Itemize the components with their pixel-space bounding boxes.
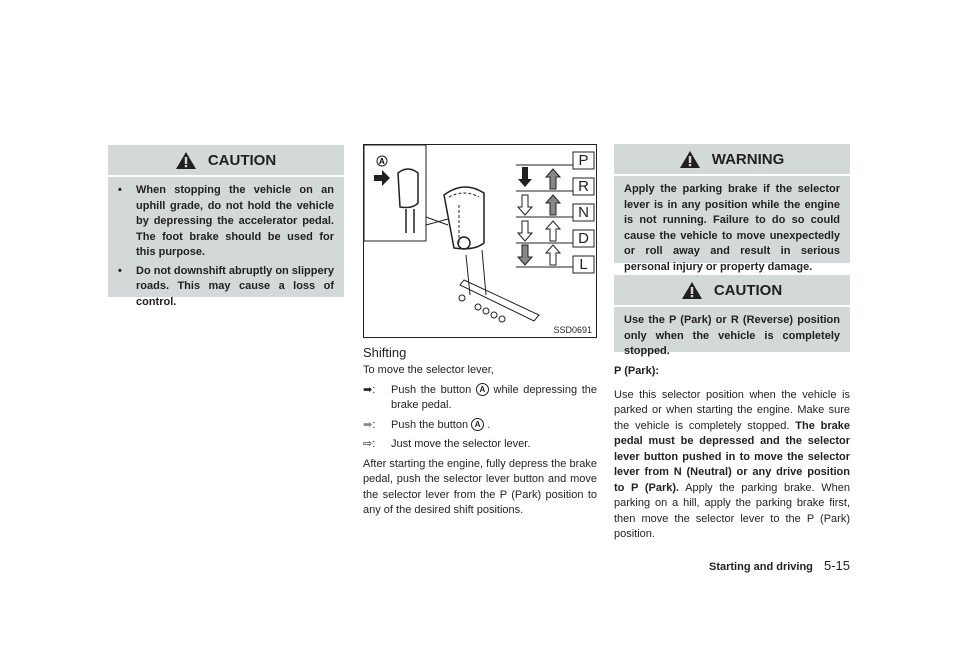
button-a-icon: A — [471, 418, 484, 431]
shifting-paragraph: After starting the engine, fully depress the brake pedal, push the selector lever button and move the selector lever from the P (Park) position to any of the desired shift positions. — [363, 457, 597, 516]
caution-item: When stopping the vehicle on an uphill grade, do not hold the vehicle by depressing the accelerator pedal. The foot brake should be used for this purpose. — [136, 184, 334, 258]
park-bold-text: The brake pedal must be depressed and the selector lever button pushed in to move the selector lever from N (Neutral) or any drive position to P (Park). — [614, 419, 850, 494]
caution-text: Use the P (Park) or R (Reverse) position only when the vehicle is completely stopped. — [624, 314, 840, 357]
caution-box-right — [614, 275, 850, 357]
caution-title: CAUTION — [207, 151, 277, 169]
section-heading: Shifting — [363, 345, 407, 360]
page-number: 5-15 — [823, 558, 850, 573]
caution-title: CAUTION — [713, 281, 783, 299]
position-r: R — [578, 178, 589, 195]
park-text: Use this selector position when the vehicle is parked or when starting the engine. Make sure the vehicle is completely stopped. — [614, 388, 850, 432]
warning-text: Apply the parking brake if the selector lever is in any position while the engine is not running. Failure to do so could cause the vehicle to move unexpectedly or roll away and result in serious personal injury or property damage. — [624, 183, 840, 273]
legend-text: Push the button — [391, 418, 469, 431]
solid-arrow-icon: ➡ — [363, 383, 373, 396]
legend-text: Push the button — [391, 383, 472, 396]
warning-triangle-icon — [682, 282, 702, 299]
warning-box — [614, 144, 850, 273]
caution-item: Do not downshift abruptly on slippery roads. This may cause a loss of control. — [136, 264, 334, 308]
legend-text: Just move the selector lever. — [391, 438, 531, 450]
position-l: L — [579, 256, 588, 273]
legend-tail: while depressing the brake pedal. — [391, 383, 598, 411]
legend-tail: . — [487, 418, 491, 431]
position-n: N — [578, 204, 589, 221]
page-footer — [680, 558, 850, 573]
selector-lever-figure — [363, 144, 597, 338]
selector-lever-illustration — [364, 145, 596, 337]
warning-triangle-icon — [680, 151, 700, 168]
park-heading: P (Park): — [614, 365, 660, 377]
intro-text: To move the selector lever, — [363, 364, 494, 376]
position-d: D — [578, 230, 589, 247]
warning-title: WARNING — [711, 150, 785, 168]
figure-code: SSD0691 — [553, 325, 592, 335]
warning-triangle-icon — [176, 152, 196, 169]
svg-text:A: A — [379, 157, 385, 166]
park-text-end: Apply the parking brake. When parking on a hill, apply the parking brake first, then move the selector lever to the P (Park) position. — [614, 481, 851, 540]
button-a-icon: A — [476, 383, 489, 396]
outline-arrow-icon: ⇨ — [363, 438, 373, 450]
manual-page: CAUTION • When stopping the vehicle on an uphill grade, do not hold the vehicle by depressing the accelerator pedal. The foot brake should be used for this purpose. • Do not downshift abruptly on slippery roads. This may cause a loss of control. A P R N D L SSD0691 Shifting To move the selector lever, ➡: Push the button A while depressing the brake pedal. ➡: Push the button A . ⇨: Just move the selector lever. After starting the engine, fully depress the brake pedal, push the selector lever button and move the selector lever from the P (Park) position to any of the desired shift positions. WARNING Apply the parking brake if the selector lever is in any position while the engine is not running. Failure to do so could cause the vehicle to move unexpectedly or roll away and result in serious personal injury or property damage. CAUTION Use the P (Park) or R (Reverse) position only when the vehicle is completely stopped. P (Park): Use this selector position when the vehicle is parked or when starting the engine. Make sure the vehicle is completely stopped. The brake pedal must be depressed and the selector lever button pushed in to move the selector lever from N (Neutral) or any drive position to P (Park). Apply the parking brake. When parking on a hill, apply the parking brake first, then move the selector lever to the P (Park) position. Starting and driving 5-15 — [0, 0, 960, 664]
footer-section: Starting and driving — [709, 561, 813, 573]
hatched-arrow-icon: ➡ — [363, 418, 373, 431]
position-p: P — [578, 152, 589, 169]
caution-box: CAUTION • When stopping the vehicle on an uphill grade, do not hold the vehicle by depressing the accelerator pedal. The foot brake should be used for this purpose. • Do not downshift abruptly on slippery roads. This may cause a loss of control. — [108, 145, 344, 297]
